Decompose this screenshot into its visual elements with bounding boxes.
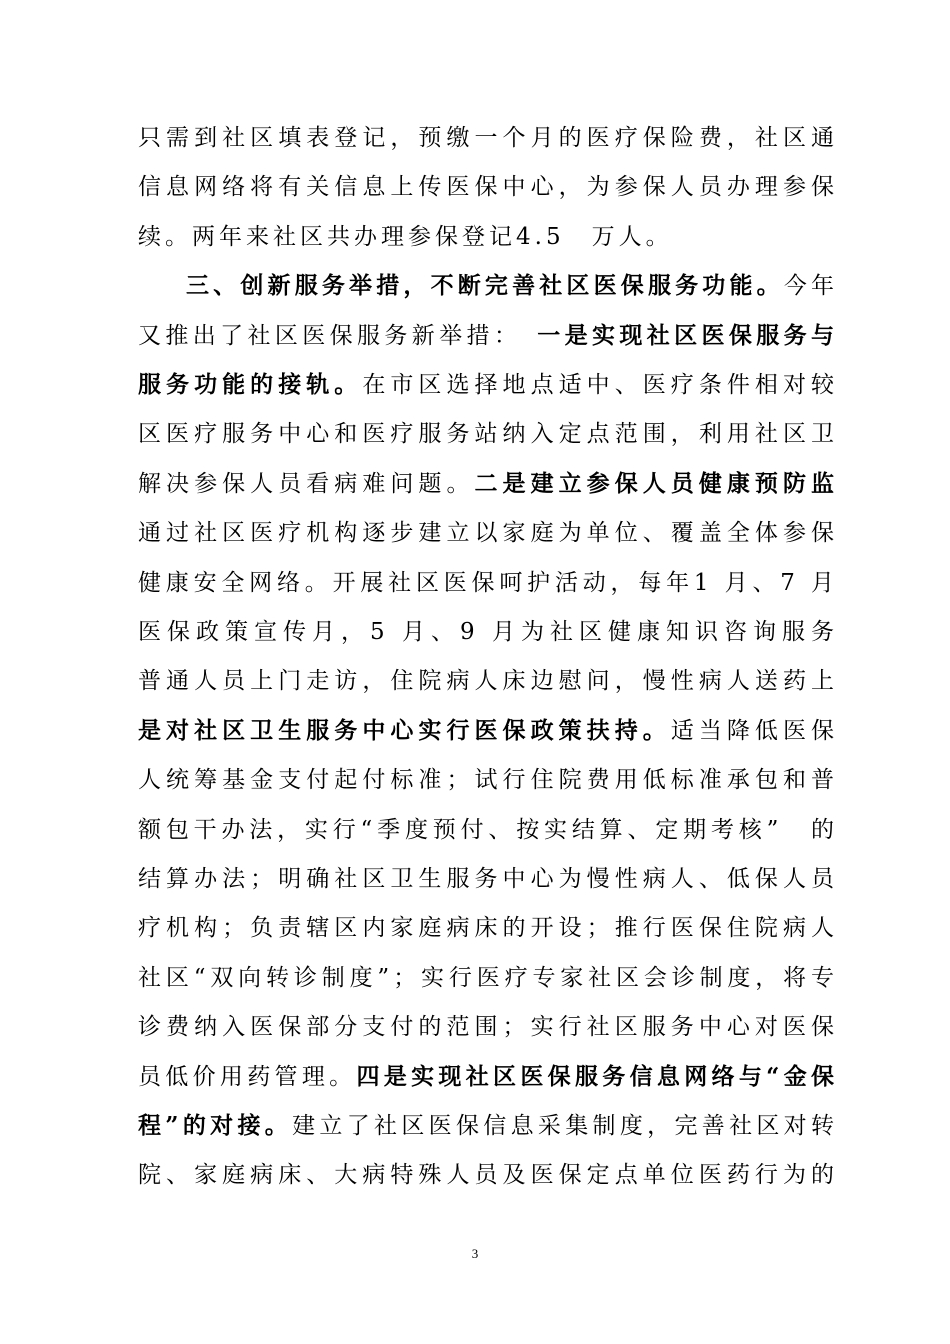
text-run: 区医疗服务中心和医疗服务站纳入定点范围，利用社区卫	[138, 421, 838, 447]
text-run: 人统筹基金支付起付标准；试行住院费用低标准承包和普	[138, 767, 838, 793]
text-run: 诊费纳入医保部分支付的范围；实行社区服务中心对医保	[138, 1014, 838, 1040]
text-line	[138, 760, 838, 800]
text-line	[138, 1057, 838, 1097]
page-number: 3	[471, 1246, 479, 1261]
text-line	[138, 217, 838, 257]
text-line	[138, 810, 838, 850]
text-line	[138, 414, 838, 454]
text-line	[138, 365, 838, 405]
text-run: 员低价用药管理。	[138, 1064, 357, 1090]
text-line	[138, 316, 838, 356]
bold-text-run: 三、创新服务举措，不断完善社区医保服务功能。	[186, 272, 784, 299]
text-line	[138, 118, 838, 158]
bold-text-run: 程”的对接。	[138, 1112, 293, 1139]
text-run: 社区“双向转诊制度”；实行医疗专家社区会诊制度，将专	[138, 965, 838, 991]
bold-text-run: 一是实现社区医保服务与	[537, 322, 838, 349]
bold-text-run: 服务功能的接轨。	[138, 371, 363, 398]
text-line	[138, 711, 838, 751]
text-run: 只需到社区填表登记，预缴一个月的医疗保险费，社区通	[138, 125, 838, 151]
text-run: 今年	[783, 273, 838, 299]
text-run: 适当降低医保	[670, 718, 838, 744]
bold-text-run: 二是建立参保人员健康预防监	[474, 470, 838, 497]
text-line	[138, 859, 838, 899]
text-line	[138, 1007, 838, 1047]
text-run: 普通人员上门走访，住院病人床边慰问，慢性病人送药上	[138, 668, 838, 694]
text-run: 额包干办法，实行“季度预付、按实结算、定期考核” 的	[138, 817, 838, 843]
text-line	[138, 1155, 838, 1195]
text-line	[138, 958, 838, 998]
text-run: 疗机构；负责辖区内家庭病床的开设；推行医保住院病人	[138, 915, 838, 941]
text-run: 通过社区医疗机构逐步建立以家庭为单位、覆盖全体参保	[138, 520, 838, 546]
text-line	[138, 563, 838, 603]
text-run: 续。两年来社区共办理参保登记4.5 万人。	[138, 224, 673, 250]
text-line	[138, 167, 838, 207]
text-run: 又推出了社区医保服务新举措：	[138, 323, 538, 349]
text-line	[138, 908, 838, 948]
text-run: 解决参保人员看病难问题。	[138, 471, 475, 497]
text-run: 医保政策宣传月，5 月、9 月为社区健康知识咨询服务	[138, 619, 838, 645]
text-run: 信息网络将有关信息上传医保中心，为参保人员办理参保	[138, 174, 838, 200]
text-run: 院、家庭病床、大病特殊人员及医保定点单位医药行为的	[138, 1162, 838, 1188]
text-line	[138, 464, 838, 504]
text-run: 健康安全网络。开展社区医保呵护活动，每年1 月、7 月	[138, 570, 838, 596]
text-line	[186, 266, 838, 306]
bold-text-run: 四是实现社区医保服务信息网络与“金保	[356, 1063, 838, 1090]
text-line	[138, 612, 838, 652]
bold-text-run: 是对社区卫生服务中心实行医保政策扶持。	[138, 717, 671, 744]
text-line	[138, 513, 838, 553]
text-run: 结算办法；明确社区卫生服务中心为慢性病人、低保人员	[138, 866, 838, 892]
text-run: 建立了社区医保信息采集制度，完善社区对转	[292, 1113, 838, 1139]
text-line	[138, 1106, 838, 1146]
text-run: 在市区选择地点适中、医疗条件相对较	[362, 372, 838, 398]
text-line	[138, 661, 838, 701]
